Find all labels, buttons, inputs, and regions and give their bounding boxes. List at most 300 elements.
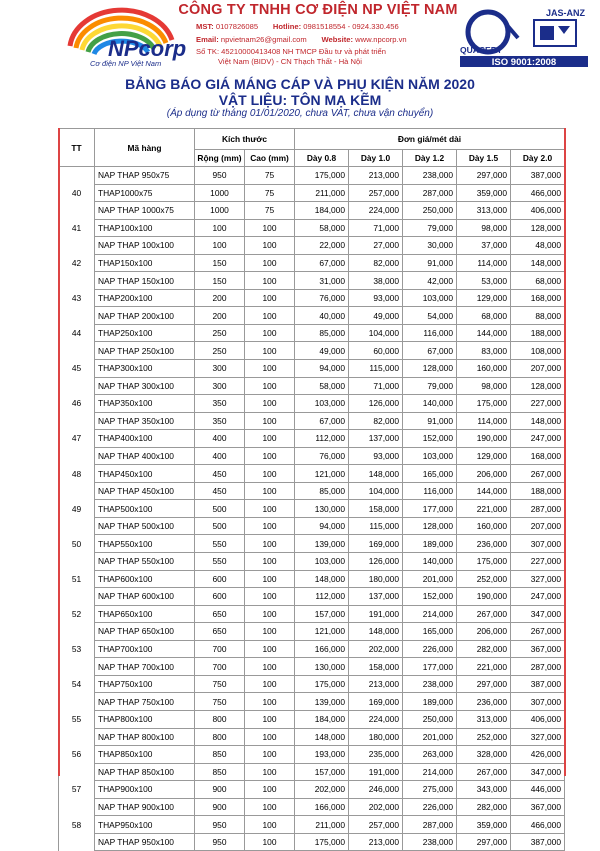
svg-text:ISO 9001:2008: ISO 9001:2008 <box>491 57 557 68</box>
row-price: 214,000 <box>403 605 457 623</box>
row-price: 250,000 <box>403 202 457 220</box>
row-width: 550 <box>195 535 245 553</box>
row-item-code: THAP250x100 <box>95 324 195 342</box>
row-width: 450 <box>195 482 245 500</box>
row-item-code: THAP800x100 <box>95 710 195 728</box>
row-price: 207,000 <box>511 517 565 535</box>
row-tt: 55 <box>59 710 95 728</box>
row-price: 250,000 <box>403 710 457 728</box>
row-height: 100 <box>245 395 295 413</box>
table-row <box>59 412 565 430</box>
table-row <box>59 816 565 834</box>
row-price: 347,000 <box>511 763 565 781</box>
row-price: 76,000 <box>295 447 349 465</box>
table-row <box>59 272 565 290</box>
row-width: 500 <box>195 517 245 535</box>
row-item-code: THAP500x100 <box>95 500 195 518</box>
row-item-code: NAP THAP 700x100 <box>95 658 195 676</box>
row-price: 202,000 <box>349 798 403 816</box>
row-price: 157,000 <box>295 605 349 623</box>
row-price: 148,000 <box>511 412 565 430</box>
row-price: 27,000 <box>349 237 403 255</box>
row-height: 100 <box>245 693 295 711</box>
row-price: 128,000 <box>511 377 565 395</box>
header-price: Đơn giá/mét dài <box>295 129 565 150</box>
row-height: 100 <box>245 658 295 676</box>
row-price: 148,000 <box>349 465 403 483</box>
row-tt <box>59 693 95 711</box>
row-price: 49,000 <box>295 342 349 360</box>
row-price: 267,000 <box>457 763 511 781</box>
row-price: 54,000 <box>403 307 457 325</box>
row-price: 224,000 <box>349 710 403 728</box>
row-price: 387,000 <box>511 833 565 851</box>
row-height: 100 <box>245 553 295 571</box>
row-tt <box>59 728 95 746</box>
row-price: 126,000 <box>349 395 403 413</box>
row-item-code: THAP650x100 <box>95 605 195 623</box>
row-price: 446,000 <box>511 781 565 799</box>
row-price: 328,000 <box>457 746 511 764</box>
row-price: 144,000 <box>457 324 511 342</box>
row-price: 85,000 <box>295 482 349 500</box>
row-price: 71,000 <box>349 377 403 395</box>
row-height: 100 <box>245 640 295 658</box>
table-row <box>59 430 565 448</box>
row-price: 128,000 <box>403 360 457 378</box>
row-tt: 40 <box>59 184 95 202</box>
account-line-1: Số TK: 45210000413408 NH TMCP Đầu tư và phát triển <box>196 47 386 56</box>
row-price: 282,000 <box>457 798 511 816</box>
header-height: Cao (mm) <box>245 150 295 167</box>
row-tt: 47 <box>59 430 95 448</box>
row-tt <box>59 833 95 851</box>
row-item-code: NAP THAP 950x75 <box>95 167 195 185</box>
row-item-code: NAP THAP 200x100 <box>95 307 195 325</box>
row-price: 160,000 <box>457 517 511 535</box>
row-tt: 51 <box>59 570 95 588</box>
row-height: 100 <box>245 798 295 816</box>
row-price: 190,000 <box>457 588 511 606</box>
row-width: 1000 <box>195 202 245 220</box>
row-width: 1000 <box>195 184 245 202</box>
table-row <box>59 763 565 781</box>
row-price: 175,000 <box>295 675 349 693</box>
row-price: 201,000 <box>403 728 457 746</box>
row-price: 49,000 <box>349 307 403 325</box>
row-width: 700 <box>195 640 245 658</box>
row-width: 150 <box>195 254 245 272</box>
price-rows <box>59 167 565 851</box>
account-line-2: Việt Nam (BIDV) - CN Thạch Thất - Hà Nội <box>218 57 362 66</box>
table-row <box>59 623 565 641</box>
row-price: 221,000 <box>457 500 511 518</box>
table-row <box>59 500 565 518</box>
row-price: 252,000 <box>457 570 511 588</box>
row-tt <box>59 412 95 430</box>
row-height: 75 <box>245 184 295 202</box>
row-price: 175,000 <box>457 553 511 571</box>
row-price: 343,000 <box>457 781 511 799</box>
table-row <box>59 570 565 588</box>
table-row <box>59 746 565 764</box>
row-width: 200 <box>195 289 245 307</box>
row-price: 252,000 <box>457 728 511 746</box>
row-price: 121,000 <box>295 623 349 641</box>
row-item-code: NAP THAP 500x100 <box>95 517 195 535</box>
row-width: 250 <box>195 324 245 342</box>
row-width: 800 <box>195 728 245 746</box>
row-price: 297,000 <box>457 675 511 693</box>
row-height: 100 <box>245 482 295 500</box>
row-price: 307,000 <box>511 535 565 553</box>
tax-hotline-line: MST: 0107826085 Hotline: 0981518554 - 0924.330.456 <box>196 22 399 31</box>
row-price: 68,000 <box>511 272 565 290</box>
row-price: 235,000 <box>349 746 403 764</box>
row-tt <box>59 377 95 395</box>
row-price: 347,000 <box>511 605 565 623</box>
row-item-code: THAP900x100 <box>95 781 195 799</box>
row-price: 94,000 <box>295 517 349 535</box>
row-height: 100 <box>245 412 295 430</box>
row-price: 247,000 <box>511 430 565 448</box>
row-price: 238,000 <box>403 167 457 185</box>
row-item-code: NAP THAP 450x100 <box>95 482 195 500</box>
row-price: 282,000 <box>457 640 511 658</box>
row-width: 500 <box>195 500 245 518</box>
table-row <box>59 833 565 851</box>
row-price: 226,000 <box>403 640 457 658</box>
row-item-code: NAP THAP 100x100 <box>95 237 195 255</box>
row-price: 160,000 <box>457 360 511 378</box>
row-width: 100 <box>195 237 245 255</box>
row-price: 287,000 <box>403 184 457 202</box>
row-price: 406,000 <box>511 202 565 220</box>
table-row <box>59 517 565 535</box>
row-height: 100 <box>245 377 295 395</box>
row-height: 100 <box>245 447 295 465</box>
row-tt: 54 <box>59 675 95 693</box>
row-price: 139,000 <box>295 693 349 711</box>
row-height: 100 <box>245 360 295 378</box>
row-price: 157,000 <box>295 763 349 781</box>
row-price: 158,000 <box>349 500 403 518</box>
row-price: 83,000 <box>457 342 511 360</box>
row-price: 224,000 <box>349 202 403 220</box>
row-price: 22,000 <box>295 237 349 255</box>
row-height: 100 <box>245 588 295 606</box>
svg-text:Cơ điện NP Việt Nam: Cơ điện NP Việt Nam <box>90 59 162 68</box>
row-width: 650 <box>195 623 245 641</box>
row-height: 100 <box>245 763 295 781</box>
row-price: 112,000 <box>295 588 349 606</box>
row-height: 100 <box>245 430 295 448</box>
row-price: 103,000 <box>403 289 457 307</box>
row-price: 68,000 <box>457 307 511 325</box>
right-margin-line <box>564 128 566 776</box>
row-price: 175,000 <box>295 833 349 851</box>
row-price: 148,000 <box>295 570 349 588</box>
row-item-code: NAP THAP 350x100 <box>95 412 195 430</box>
price-table <box>58 128 565 851</box>
row-height: 100 <box>245 342 295 360</box>
row-price: 189,000 <box>403 535 457 553</box>
row-price: 140,000 <box>403 395 457 413</box>
row-item-code: THAP300x100 <box>95 360 195 378</box>
quacert-iso-badge <box>454 4 594 68</box>
row-item-code: NAP THAP 650x100 <box>95 623 195 641</box>
row-width: 850 <box>195 763 245 781</box>
row-item-code: NAP THAP 300x100 <box>95 377 195 395</box>
row-price: 112,000 <box>295 430 349 448</box>
row-price: 58,000 <box>295 377 349 395</box>
row-height: 100 <box>245 289 295 307</box>
row-price: 297,000 <box>457 833 511 851</box>
table-row <box>59 588 565 606</box>
row-price: 128,000 <box>511 219 565 237</box>
row-tt <box>59 237 95 255</box>
row-item-code: THAP350x100 <box>95 395 195 413</box>
row-height: 100 <box>245 237 295 255</box>
header-size: Kích thước <box>195 129 295 150</box>
row-price: 238,000 <box>403 833 457 851</box>
row-price: 191,000 <box>349 763 403 781</box>
row-width: 750 <box>195 693 245 711</box>
row-price: 206,000 <box>457 623 511 641</box>
row-price: 327,000 <box>511 570 565 588</box>
row-height: 100 <box>245 746 295 764</box>
row-width: 200 <box>195 307 245 325</box>
svg-text:NPcorp: NPcorp <box>108 36 187 61</box>
table-row <box>59 482 565 500</box>
row-price: 287,000 <box>511 658 565 676</box>
row-price: 213,000 <box>349 833 403 851</box>
row-price: 214,000 <box>403 763 457 781</box>
row-price: 263,000 <box>403 746 457 764</box>
row-price: 140,000 <box>403 553 457 571</box>
row-item-code: THAP400x100 <box>95 430 195 448</box>
row-height: 100 <box>245 710 295 728</box>
row-price: 359,000 <box>457 816 511 834</box>
row-price: 53,000 <box>457 272 511 290</box>
row-price: 166,000 <box>295 640 349 658</box>
row-price: 103,000 <box>295 553 349 571</box>
table-row <box>59 465 565 483</box>
row-price: 166,000 <box>295 798 349 816</box>
row-price: 31,000 <box>295 272 349 290</box>
row-price: 152,000 <box>403 430 457 448</box>
row-tt <box>59 553 95 571</box>
row-height: 100 <box>245 324 295 342</box>
row-width: 800 <box>195 710 245 728</box>
row-price: 91,000 <box>403 412 457 430</box>
row-item-code: THAP150x100 <box>95 254 195 272</box>
row-width: 350 <box>195 395 245 413</box>
row-price: 387,000 <box>511 167 565 185</box>
table-row <box>59 675 565 693</box>
row-price: 359,000 <box>457 184 511 202</box>
row-price: 247,000 <box>511 588 565 606</box>
row-price: 175,000 <box>457 395 511 413</box>
row-tt: 46 <box>59 395 95 413</box>
table-row <box>59 781 565 799</box>
document-title: BẢNG BÁO GIÁ MÁNG CÁP VÀ PHỤ KIỆN NĂM 2020 <box>125 76 475 92</box>
price-note: (Áp dụng từ tháng 01/01/2020, chưa VAT, chưa vận chuyển) <box>166 108 434 119</box>
row-price: 387,000 <box>511 675 565 693</box>
row-height: 100 <box>245 307 295 325</box>
table-row <box>59 254 565 272</box>
table-row <box>59 395 565 413</box>
row-width: 400 <box>195 430 245 448</box>
row-height: 100 <box>245 728 295 746</box>
row-price: 202,000 <box>349 640 403 658</box>
row-price: 211,000 <box>295 184 349 202</box>
row-price: 297,000 <box>457 167 511 185</box>
table-row <box>59 324 565 342</box>
row-price: 158,000 <box>349 658 403 676</box>
row-height: 100 <box>245 623 295 641</box>
row-price: 188,000 <box>511 324 565 342</box>
letterhead <box>0 0 600 72</box>
company-name: CÔNG TY TNHH CƠ ĐIỆN NP VIỆT NAM <box>178 2 458 18</box>
header-item: Mã hàng <box>95 129 195 167</box>
row-price: 76,000 <box>295 289 349 307</box>
table-row <box>59 289 565 307</box>
row-price: 94,000 <box>295 360 349 378</box>
table-row <box>59 202 565 220</box>
row-price: 177,000 <box>403 658 457 676</box>
row-price: 139,000 <box>295 535 349 553</box>
row-price: 313,000 <box>457 710 511 728</box>
row-price: 58,000 <box>295 219 349 237</box>
row-item-code: THAP950x100 <box>95 816 195 834</box>
row-price: 287,000 <box>403 816 457 834</box>
email-website-line: Email: npvietnam26@gmail.com Website: www.npcorp.vn <box>196 35 407 44</box>
svg-text:JAS-ANZ: JAS-ANZ <box>546 8 586 18</box>
row-price: 190,000 <box>457 430 511 448</box>
row-tt <box>59 798 95 816</box>
row-price: 426,000 <box>511 746 565 764</box>
row-width: 550 <box>195 553 245 571</box>
table-row <box>59 237 565 255</box>
row-price: 129,000 <box>457 447 511 465</box>
row-height: 100 <box>245 675 295 693</box>
row-width: 150 <box>195 272 245 290</box>
row-width: 750 <box>195 675 245 693</box>
row-price: 30,000 <box>403 237 457 255</box>
row-width: 950 <box>195 816 245 834</box>
row-tt: 52 <box>59 605 95 623</box>
row-price: 42,000 <box>403 272 457 290</box>
row-price: 213,000 <box>349 675 403 693</box>
row-height: 100 <box>245 833 295 851</box>
row-tt: 56 <box>59 746 95 764</box>
row-tt: 48 <box>59 465 95 483</box>
row-price: 175,000 <box>295 167 349 185</box>
row-price: 129,000 <box>457 289 511 307</box>
row-height: 75 <box>245 167 295 185</box>
row-tt <box>59 482 95 500</box>
row-price: 267,000 <box>511 465 565 483</box>
row-price: 148,000 <box>295 728 349 746</box>
row-price: 148,000 <box>349 623 403 641</box>
row-item-code: NAP THAP 250x100 <box>95 342 195 360</box>
row-height: 100 <box>245 254 295 272</box>
row-height: 100 <box>245 465 295 483</box>
row-width: 950 <box>195 833 245 851</box>
row-width: 450 <box>195 465 245 483</box>
header-tt: TT <box>59 129 95 167</box>
row-width: 700 <box>195 658 245 676</box>
row-item-code: NAP THAP 600x100 <box>95 588 195 606</box>
material-title: VẬT LIỆU: TÔN MẠ KẼM <box>218 92 382 108</box>
header-thick-1-5: Dày 1.5 <box>457 150 511 167</box>
table-row <box>59 447 565 465</box>
row-tt <box>59 763 95 781</box>
row-price: 236,000 <box>457 693 511 711</box>
row-price: 184,000 <box>295 202 349 220</box>
row-height: 100 <box>245 272 295 290</box>
row-item-code: THAP750x100 <box>95 675 195 693</box>
row-tt: 49 <box>59 500 95 518</box>
row-item-code: THAP850x100 <box>95 746 195 764</box>
row-price: 275,000 <box>403 781 457 799</box>
row-tt: 41 <box>59 219 95 237</box>
table-row <box>59 307 565 325</box>
row-item-code: THAP200x100 <box>95 289 195 307</box>
row-price: 466,000 <box>511 816 565 834</box>
row-price: 116,000 <box>403 482 457 500</box>
row-tt <box>59 517 95 535</box>
row-price: 206,000 <box>457 465 511 483</box>
row-price: 128,000 <box>403 517 457 535</box>
row-tt <box>59 272 95 290</box>
row-width: 250 <box>195 342 245 360</box>
table-row <box>59 535 565 553</box>
row-price: 114,000 <box>457 412 511 430</box>
table-row <box>59 360 565 378</box>
row-price: 466,000 <box>511 184 565 202</box>
row-height: 100 <box>245 605 295 623</box>
row-price: 37,000 <box>457 237 511 255</box>
row-width: 950 <box>195 167 245 185</box>
row-price: 189,000 <box>403 693 457 711</box>
row-price: 191,000 <box>349 605 403 623</box>
row-item-code: THAP450x100 <box>95 465 195 483</box>
row-tt <box>59 307 95 325</box>
row-tt: 44 <box>59 324 95 342</box>
row-price: 148,000 <box>511 254 565 272</box>
row-width: 850 <box>195 746 245 764</box>
row-item-code: NAP THAP 150x100 <box>95 272 195 290</box>
row-width: 350 <box>195 412 245 430</box>
row-height: 100 <box>245 781 295 799</box>
row-price: 221,000 <box>457 658 511 676</box>
row-width: 900 <box>195 798 245 816</box>
row-price: 130,000 <box>295 658 349 676</box>
row-width: 600 <box>195 588 245 606</box>
row-price: 82,000 <box>349 412 403 430</box>
row-price: 40,000 <box>295 307 349 325</box>
row-price: 227,000 <box>511 553 565 571</box>
row-price: 115,000 <box>349 360 403 378</box>
row-tt: 42 <box>59 254 95 272</box>
row-price: 115,000 <box>349 517 403 535</box>
header-thick-1-0: Dày 1.0 <box>349 150 403 167</box>
row-price: 165,000 <box>403 623 457 641</box>
row-price: 93,000 <box>349 289 403 307</box>
row-height: 100 <box>245 500 295 518</box>
